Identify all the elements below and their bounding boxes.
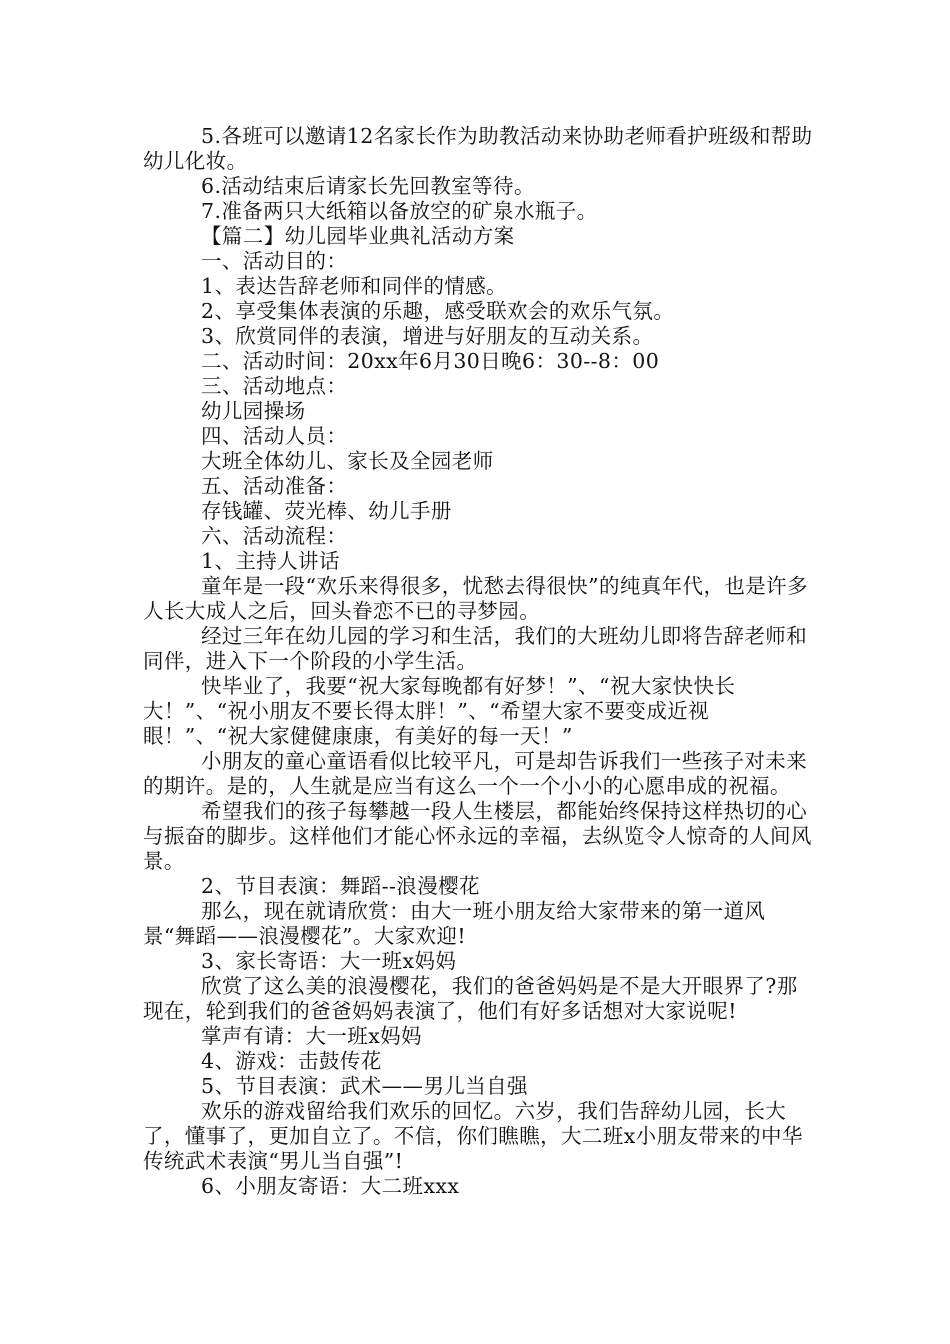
paragraph: 掌声有请：大一班x妈妈 (201, 1024, 422, 1048)
list-item: 2、节目表演：舞蹈--浪漫樱花 (201, 874, 480, 898)
paragraph: 那么，现在就请欣赏：由大一班小朋友给大家带来的第一道风景“舞蹈——浪漫樱花”。大家欢迎! (143, 899, 766, 948)
document-body (143, 124, 813, 1199)
paragraph: 快毕业了，我要“祝大家每晚都有好梦！”、“祝大家快快长大！”、“祝小朋友不要长得太胖！”、“希望大家不要变成近视眼！”、“祝大家健健康康，有美好的每一天！” (143, 674, 736, 748)
paragraph: 欢乐的游戏留给我们欢乐的回忆。六岁，我们告辞幼儿园，长大了，懂事了，更加自立了。不信，你们瞧瞧，大二班x小朋友带来的中华传统武术表演“男儿当自强”! (143, 1099, 803, 1173)
section-heading: 五、活动准备： (201, 474, 348, 498)
section-heading: 【篇二】幼儿园毕业典礼活动方案 (201, 224, 515, 248)
paragraph: 7.准备两只大纸箱以备放空的矿泉水瓶子。 (201, 199, 598, 223)
paragraph: 幼儿园操场 (201, 399, 306, 423)
paragraph: 经过三年在幼儿园的学习和生活，我们的大班幼儿即将告辞老师和同伴，进入下一个阶段的小学生活。 (143, 624, 808, 673)
list-item: 2、享受集体表演的乐趣，感受联欢会的欢乐气氛。 (201, 299, 675, 323)
paragraph: 大班全体幼儿、家长及全园老师 (201, 449, 494, 473)
list-item: 1、主持人讲话 (201, 549, 340, 573)
paragraph: 童年是一段“欢乐来得很多，忧愁去得很快”的纯真年代，也是许多人长大成人之后，回头眷恋不已的寻梦园。 (143, 574, 808, 623)
list-item: 6、小朋友寄语：大二班xxx (201, 1174, 460, 1198)
paragraph: 欣赏了这么美的浪漫樱花，我们的爸爸妈妈是不是大开眼界了?那现在，轮到我们的爸爸妈妈表演了，他们有好多话想对大家说呢! (143, 974, 798, 1023)
list-item: 3、欣赏同伴的表演，增进与好朋友的互动关系。 (201, 324, 654, 348)
section-heading: 一、活动目的： (201, 249, 348, 273)
section-heading: 六、活动流程： (201, 524, 348, 548)
list-item: 5、节目表演：武术——男儿当自强 (201, 1074, 528, 1098)
section-heading: 二、活动时间：20xx年6月30日晚6：30--8：00 (201, 349, 660, 373)
list-item: 3、家长寄语：大一班x妈妈 (201, 949, 457, 973)
paragraph: 存钱罐、荧光棒、幼儿手册 (201, 499, 452, 523)
paragraph: 5.各班可以邀请12名家长作为助教活动来协助老师看护班级和帮助幼儿化妆。 (143, 124, 813, 173)
paragraph: 6.活动结束后请家长先回教室等待。 (201, 174, 535, 198)
list-item: 4、游戏：击鼓传花 (201, 1049, 382, 1073)
paragraph: 小朋友的童心童语看似比较平凡，可是却告诉我们一些孩子对未来的期许。是的，人生就是应当有这么一个一个小小的心愿串成的祝福。 (143, 749, 808, 798)
section-heading: 四、活动人员： (201, 424, 348, 448)
section-heading: 三、活动地点： (201, 374, 348, 398)
list-item: 1、表达告辞老师和同伴的情感。 (201, 274, 508, 298)
paragraph: 希望我们的孩子每攀越一段人生楼层，都能始终保持这样热切的心与振奋的脚步。这样他们才能心怀永远的幸福，去纵览令人惊奇的人间风景。 (143, 799, 812, 873)
